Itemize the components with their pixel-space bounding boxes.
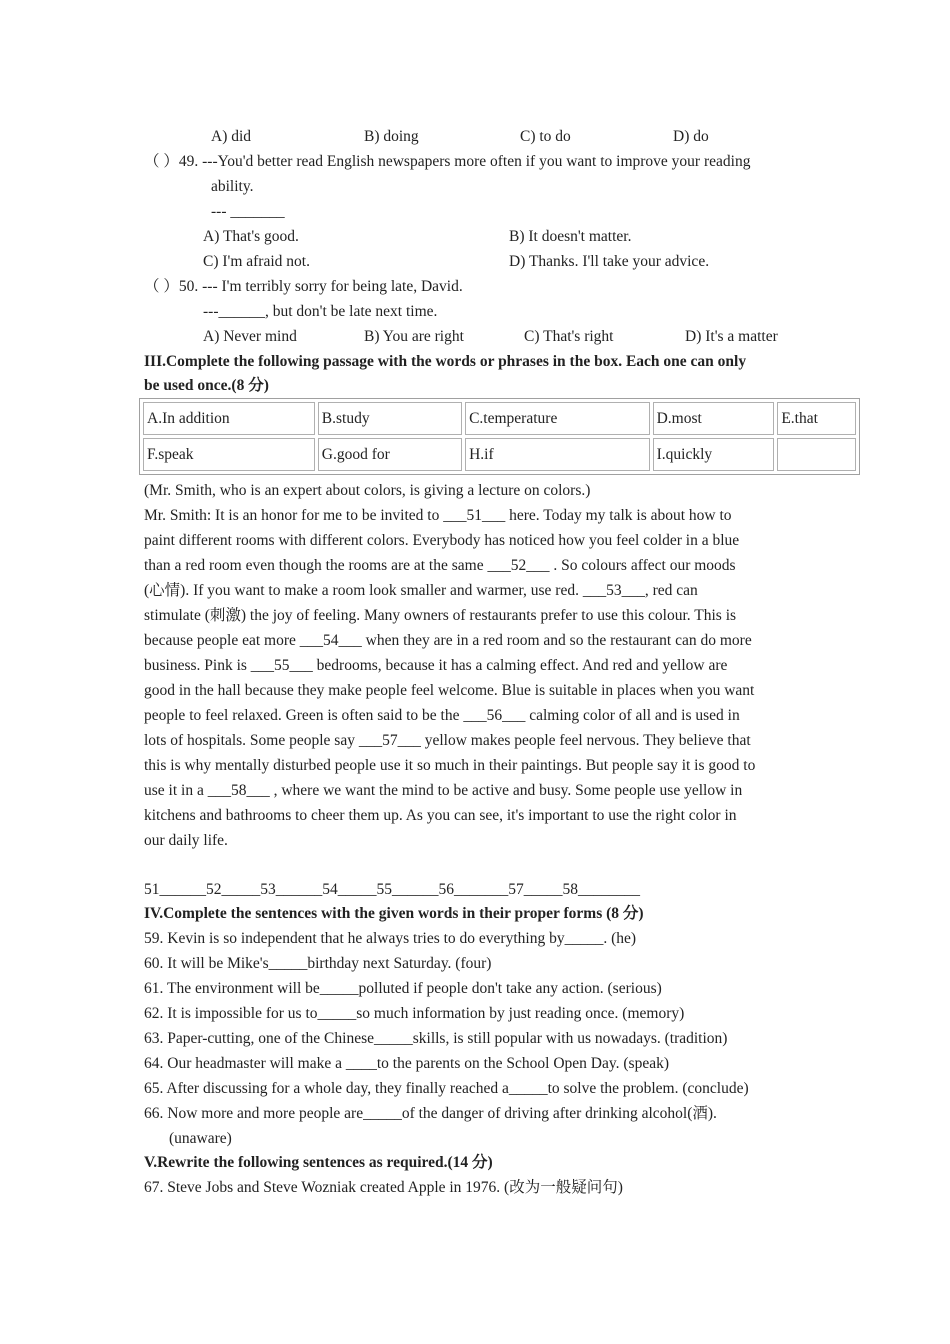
section4-item: 66. Now more and more people are_____of the danger of driving after drinking alcohol(酒). [144, 1105, 717, 1122]
q48-option-c: C) to do [520, 128, 571, 145]
word-box-cell: H.if [465, 438, 650, 471]
q49-option-c: C) I'm afraid not. [203, 253, 310, 270]
q50-option-c: C) That's right [524, 328, 614, 345]
word-box-row [143, 438, 856, 471]
q48-option-d: D) do [673, 128, 709, 145]
passage-line: kitchens and bathrooms to cheer them up. As you can see, it's important to use the right color in [144, 807, 737, 824]
q49-response-blank: --- _______ [211, 203, 285, 220]
section4-item: 64. Our headmaster will make a ____to the parents on the School Open Day. (speak) [144, 1055, 669, 1072]
section3-heading-cont: be used once.(8 分) [144, 377, 269, 394]
passage-line: people to feel relaxed. Green is often said to be the ___56___ calming color of all and is used in [144, 707, 740, 724]
word-box-cell: A.In addition [143, 402, 315, 435]
q50-option-d: D) It's a matter [685, 328, 778, 345]
q49-option-d: D) Thanks. I'll take your advice. [509, 253, 710, 270]
passage-line: because people eat more ___54___ when they are in a red room and so the restaurant can do more [144, 632, 752, 649]
word-box-cell: C.temperature [465, 402, 650, 435]
word-box-table [139, 398, 860, 475]
passage-line: (Mr. Smith, who is an expert about colors, is giving a lecture on colors.) [144, 482, 591, 499]
q49-question-cont: ability. [211, 178, 254, 195]
section3-heading: III.Complete the following passage with the words or phrases in the box. Each one can only [144, 353, 747, 370]
q50-option-a: A) Never mind [203, 328, 297, 345]
passage-line: lots of hospitals. Some people say ___57___ yellow makes people feel nervous. They believe that [144, 732, 751, 749]
section4-heading: IV.Complete the sentences with the given words in their proper forms (8 分) [144, 905, 644, 922]
passage-line: this is why mentally disturbed people use it so much in their paintings. But people say it is good to [144, 757, 756, 774]
section5-item: 67. Steve Jobs and Steve Wozniak created Apple in 1976. (改为一般疑问句) [144, 1179, 623, 1196]
q48-option-b: B) doing [364, 128, 419, 145]
section3-answer-blanks: 51______52_____53______54_____55______56_______57_____58________ [144, 881, 640, 898]
q48-option-a: A) did [211, 128, 252, 145]
passage-line: good in the hall because they make people feel welcome. Blue is suitable in places when you want [144, 682, 755, 699]
section4-item-cont: (unaware) [169, 1130, 232, 1147]
section4-item: 61. The environment will be_____polluted if people don't take any action. (serious) [144, 980, 662, 997]
word-box-cell: B.study [318, 402, 462, 435]
passage-line: stimulate (刺激) the joy of feeling. Many owners of restaurants prefer to use this colour. This is [144, 607, 737, 624]
word-box-cell: F.speak [143, 438, 315, 471]
q49-question: （ ）49. ---You'd better read English newspapers more often if you want to improve your reading [144, 153, 751, 170]
passage-line: Mr. Smith: It is an honor for me to be invited to ___51___ here. Today my talk is about how to [144, 507, 732, 524]
q50-question: （ ）50. --- I'm terribly sorry for being late, David. [144, 278, 463, 295]
word-box-cell: E.that [777, 402, 856, 435]
passage-line: paint different rooms with different colors. Everybody has noticed how you feel colder in a blue [144, 532, 740, 549]
section4-item: 62. It is impossible for us to_____so much information by just reading once. (memory) [144, 1005, 685, 1022]
section4-item: 59. Kevin is so independent that he always tries to do everything by_____. (he) [144, 930, 637, 947]
word-box-cell: G.good for [318, 438, 462, 471]
section4-item: 65. After discussing for a whole day, they finally reached a_____to solve the problem. (conclude) [144, 1080, 749, 1097]
q50-response: ---______, but don't be late next time. [203, 303, 438, 320]
section4-item: 60. It will be Mike's_____birthday next Saturday. (four) [144, 955, 492, 972]
word-box-cell [777, 438, 856, 471]
word-box-row [143, 402, 856, 435]
q50-option-b: B) You are right [364, 328, 464, 345]
word-box-cell: I.quickly [653, 438, 775, 471]
word-box-cell: D.most [653, 402, 775, 435]
passage-line: (心情). If you want to make a room look smaller and warmer, use red. ___53___, red can [144, 582, 698, 599]
q49-option-b: B) It doesn't matter. [509, 228, 632, 245]
section5-heading: V.Rewrite the following sentences as required.(14 分) [144, 1154, 493, 1171]
passage-line: our daily life. [144, 832, 228, 849]
passage-line: than a red room even though the rooms are at the same ___52___ . So colours affect our moods [144, 557, 736, 574]
passage-line: use it in a ___58___ , where we want the mind to be active and busy. Some people use yellow in [144, 782, 743, 799]
q49-option-a: A) That's good. [203, 228, 299, 245]
section4-item: 63. Paper-cutting, one of the Chinese_____skills, is still popular with us nowadays. (tradition) [144, 1030, 728, 1047]
passage-line: business. Pink is ___55___ bedrooms, because it has a calming effect. And red and yellow are [144, 657, 728, 674]
